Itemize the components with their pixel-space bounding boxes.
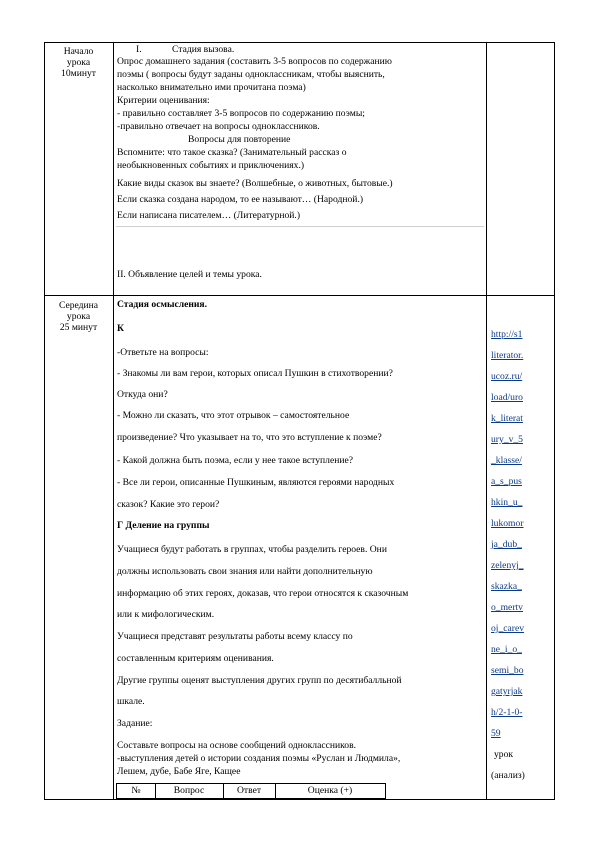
stage-number: I. (136, 44, 142, 55)
stage-label-line: урока (66, 57, 91, 68)
task-heading: Задание: (117, 718, 153, 729)
group-instruction-line: Учащиеся представят результаты работы всему классу по (117, 631, 353, 642)
stage-heading: Стадия вызова. (172, 44, 235, 55)
table-row-divider (44, 295, 555, 296)
resource-link-line[interactable]: a_s_pus (491, 476, 522, 487)
column-answer: Ответ (223, 784, 276, 798)
stage-label-start (44, 46, 113, 79)
question-line: Откуда они? (117, 389, 168, 400)
group-instruction-line: или к мифологическим. (117, 609, 215, 620)
table-border-right (554, 42, 555, 799)
task-line: -выступления детей о истории создания поэмы «Руслан и Людмила», (117, 753, 401, 764)
column-question: Вопрос (155, 784, 224, 798)
review-question-line: Вспомните: что такое сказка? (Занимательный рассказ о (117, 147, 347, 158)
homework-line: насколько внимательно ими прочитана поэма) (117, 82, 306, 93)
resource-link-line[interactable]: hkin_u_ (491, 497, 523, 508)
homework-line: поэмы ( вопросы будут заданы одноклассникам, чтобы выяснить, (117, 69, 385, 80)
review-question-line: Какие виды сказок вы знаете? (Волшебные, о животных, бытовые.) (117, 178, 393, 189)
review-question-line: Если сказка создана народом, то ее называют… (Народной.) (117, 194, 364, 205)
stage-label-line: Начало (63, 46, 94, 57)
resource-link-line[interactable]: 59 (491, 728, 501, 739)
column-number: № (117, 784, 156, 798)
table-column-divider-2 (486, 42, 487, 799)
question-line: -Ответьте на вопросы: (117, 347, 209, 358)
resource-link-line[interactable]: o_mertv (491, 602, 523, 613)
resource-link-line[interactable]: ury_v_5 (491, 434, 523, 445)
k-label: К (117, 323, 124, 334)
homework-line: Опрос домашнего задания (составить 3-5 вопросов по содержанию (117, 56, 392, 67)
table-border-left (44, 42, 45, 799)
part-two-heading: II. Объявление целей и темы урока. (117, 269, 262, 280)
question-line: сказок? Какие это герои? (117, 499, 220, 510)
resource-link-line[interactable]: literator. (491, 350, 524, 361)
resource-link-line[interactable]: ne_i_o_ (491, 644, 522, 655)
resource-link-line[interactable]: semi_bo (491, 665, 524, 676)
stage-label-line: урока (66, 311, 91, 322)
resource-note: урок (494, 749, 514, 760)
resource-link-line[interactable]: oj_carev (491, 623, 525, 634)
group-instruction-line: должны использовать свои знания или найти дополнительную (117, 566, 373, 577)
question-line: - Какой должна быть поэма, если у нее такое вступление? (117, 455, 354, 466)
resource-link-line[interactable]: ucoz.ru/ (491, 371, 523, 382)
resource-link-line[interactable]: _klasse/ (491, 455, 522, 466)
question-line: - Можно ли сказать, что этот отрывок – самостоятельное (117, 410, 350, 421)
table-column-divider-1 (113, 42, 114, 799)
group-instruction-line: составленным критериям оценивания. (117, 653, 274, 664)
resource-note: (анализ) (491, 770, 525, 781)
resource-link-line[interactable]: skazka_ (491, 581, 522, 592)
task-line: Лешем, дубе, Бабе Яге, Кащее (117, 766, 241, 777)
review-question-line: необыкновенных событиях и приключениях.) (117, 160, 305, 171)
group-instruction-line: информацию об этих героях, доказав, что герои относятся к сказочным (117, 588, 409, 599)
review-questions-heading: Вопросы для повторение (188, 134, 291, 145)
resource-link-line[interactable]: ja_dub_ (491, 539, 522, 550)
stage-label-line: Середина (58, 300, 99, 311)
criteria-line: -правильно отвечает на вопросы одноклассников. (117, 121, 320, 132)
evaluation-table-header (116, 783, 386, 799)
group-instruction-line: Учащиеся будут работать в группах, чтобы разделить героев. Они (117, 544, 387, 555)
resource-link-line[interactable]: gatyrjak (491, 686, 523, 697)
review-question-line: Если написана писателем… (Литературной.) (117, 210, 301, 221)
stage-label-middle (44, 300, 113, 333)
resource-link-line[interactable]: load/uro (491, 392, 523, 403)
criteria-line: - правильно составляет 3-5 вопросов по содержанию поэмы; (117, 108, 365, 119)
task-line: Составьте вопросы на основе сообщений одноклассников. (117, 740, 357, 751)
table-border-bottom (44, 799, 555, 800)
stage-label-line: 25 минут (59, 322, 98, 333)
resource-link-line[interactable]: http://s1 (491, 329, 523, 340)
question-line: произведение? Что указывает на то, что это вступление к поэме? (117, 432, 382, 443)
stage-label-line: 10минут (61, 68, 96, 79)
resource-link-line[interactable]: k_literat (491, 413, 523, 424)
question-line: - Все ли герои, описанные Пушкиным, являются героями народных (117, 477, 395, 488)
group-instruction-line: шкале. (117, 696, 145, 707)
resource-link-line[interactable]: h/2-1-0- (491, 707, 523, 718)
stage-heading: Стадия осмысления. (117, 299, 208, 310)
resource-link-line[interactable]: zelenyj_ (491, 560, 524, 571)
resource-link-line[interactable]: lukomor (491, 518, 524, 529)
question-line: - Знакомы ли вам герои, которых описал Пушкин в стихотворении? (117, 368, 393, 379)
criteria-heading: Критерии оценивания: (117, 95, 210, 106)
separator-line (116, 226, 484, 227)
group-division-heading: Г Деление на группы (117, 520, 210, 531)
column-grade: Оценка (+) (307, 785, 353, 796)
group-instruction-line: Другие группы оценят выступления других групп по десятибалльной (117, 675, 402, 686)
